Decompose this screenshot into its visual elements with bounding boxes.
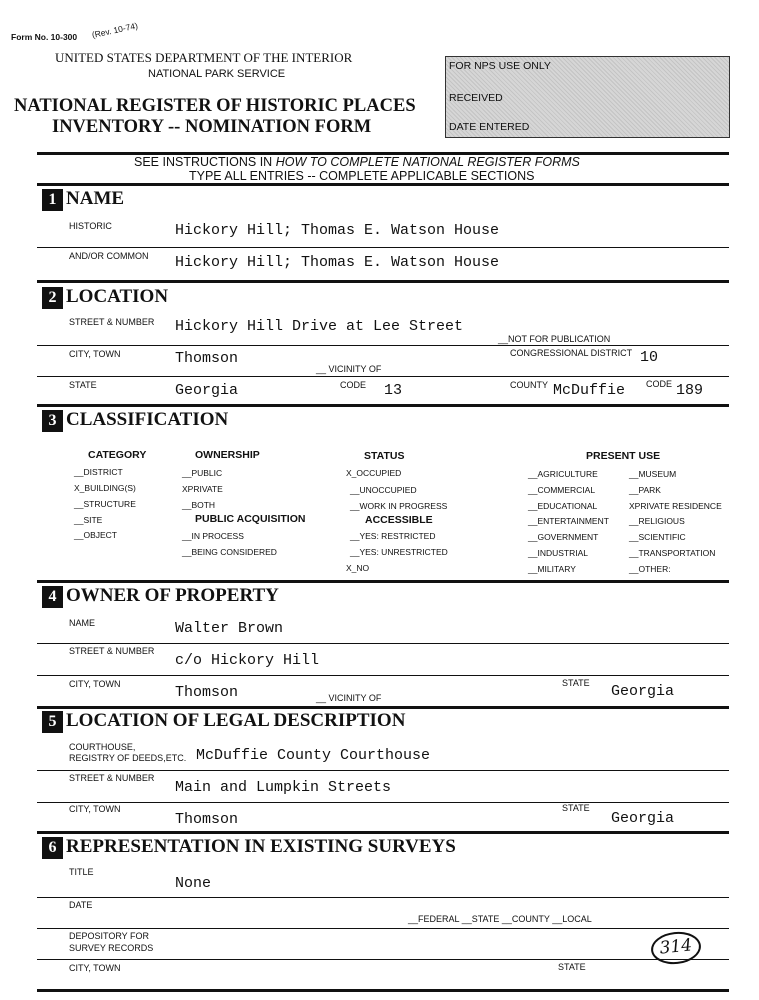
city-town-label: CITY, TOWN [69, 349, 121, 359]
owner-city-value: Thomson [175, 684, 239, 701]
section-owner-heading: 4 OWNER OF PROPERTY [42, 585, 279, 608]
use-military: __MILITARY [528, 564, 576, 574]
county-code-label: CODE [646, 379, 673, 389]
use-industrial: __INDUSTRIAL [528, 548, 588, 558]
category-buildings: X_BUILDING(S) [74, 483, 136, 493]
legal-state-value: Georgia [611, 810, 675, 827]
divider [37, 706, 729, 709]
historic-name-value: Hickory Hill; Thomas E. Watson House [175, 222, 500, 239]
category-object: __OBJECT [74, 530, 117, 540]
use-museum: __MUSEUM [629, 469, 677, 479]
ownership-both: __BOTH [182, 500, 216, 510]
section-legal-heading: 5 LOCATION OF LEGAL DESCRIPTION [42, 710, 405, 733]
section-number: 5 [42, 711, 63, 733]
vicinity-label: __ VICINITY OF [316, 364, 382, 374]
section-name-heading: 1 NAME [42, 188, 124, 211]
owner-name-value: Walter Brown [175, 620, 284, 637]
divider [37, 802, 729, 803]
nps-box-heading: FOR NPS USE ONLY [449, 60, 551, 72]
acquisition-being-considered: __BEING CONSIDERED [182, 547, 277, 557]
section-location-heading: 2 LOCATION [42, 286, 168, 309]
survey-title-value: None [175, 875, 212, 892]
form-title-line2: INVENTORY -- NOMINATION FORM [52, 117, 372, 137]
use-entertainment: __ENTERTAINMENT [528, 516, 609, 526]
public-acquisition-heading: PUBLIC ACQUISITION [195, 513, 306, 525]
divider [37, 247, 729, 248]
use-park: __PARK [629, 485, 661, 495]
status-heading: STATUS [364, 450, 405, 462]
state-value: Georgia [175, 382, 239, 399]
use-religious: __RELIGIOUS [629, 516, 685, 526]
accessible-no: X_NO [346, 563, 370, 573]
category-district: __DISTRICT [74, 467, 123, 477]
category-site: __SITE [74, 515, 103, 525]
category-structure: __STRUCTURE [74, 499, 136, 509]
department-name: UNITED STATES DEPARTMENT OF THE INTERIOR [55, 50, 353, 65]
section-number: 4 [42, 586, 63, 608]
form-title-line1: NATIONAL REGISTER OF HISTORIC PLACES [14, 96, 416, 116]
congressional-district-value: 10 [640, 349, 659, 366]
divider [37, 280, 729, 283]
section-surveys-heading: 6 REPRESENTATION IN EXISTING SURVEYS [42, 836, 456, 859]
revision-note: (Rev. 10-74) [90, 20, 139, 40]
common-name-label: AND/OR COMMON [69, 251, 149, 261]
state-code-value: 13 [384, 382, 403, 399]
section-number: 1 [42, 189, 63, 211]
status-unoccupied: __UNOCCUPIED [350, 485, 417, 495]
city-value: Thomson [175, 350, 239, 367]
divider [37, 928, 729, 929]
street-value: Hickory Hill Drive at Lee Street [175, 318, 464, 335]
accessible-yes-restricted: __YES: RESTRICTED [350, 531, 436, 541]
owner-street-label: STREET & NUMBER [69, 646, 155, 656]
owner-name-label: NAME [69, 618, 96, 628]
county-label: COUNTY [510, 380, 548, 390]
section-classification-heading: 3 CLASSIFICATION [42, 409, 228, 432]
street-number-label: STREET & NUMBER [69, 317, 155, 327]
divider [37, 897, 729, 898]
instructions-line2: TYPE ALL ENTRIES -- COMPLETE APPLICABLE SECTIONS [189, 169, 535, 183]
owner-vicinity-label: __ VICINITY OF [316, 693, 382, 703]
survey-title-label: TITLE [69, 867, 94, 877]
nps-use-only-box [445, 56, 730, 138]
section-number: 3 [42, 410, 63, 432]
ownership-public: __PUBLIC [182, 468, 223, 478]
state-code-label: CODE [340, 380, 367, 390]
divider [37, 345, 729, 346]
ownership-private: XPRIVATE [182, 484, 223, 494]
use-scientific: __SCIENTIFIC [629, 532, 686, 542]
divider [37, 831, 729, 834]
use-private-residence: XPRIVATE RESIDENCE [629, 501, 722, 511]
divider [37, 675, 729, 676]
owner-city-label: CITY, TOWN [69, 679, 121, 689]
accessible-heading: ACCESSIBLE [365, 514, 433, 526]
status-occupied: X_OCCUPIED [346, 468, 402, 478]
courthouse-value: McDuffie County Courthouse [196, 747, 431, 764]
congressional-district-label: CONGRESSIONAL DISTRICT [510, 348, 633, 358]
section-number: 2 [42, 287, 63, 309]
section-number: 6 [42, 837, 63, 859]
legal-state-label: STATE [562, 803, 590, 813]
divider [37, 404, 729, 407]
divider [37, 989, 729, 992]
ownership-heading: OWNERSHIP [195, 449, 260, 461]
use-other: __OTHER: [629, 564, 671, 574]
state-label: STATE [69, 380, 97, 390]
nps-date-entered-label: DATE ENTERED [449, 121, 530, 133]
depository-label-line2: SURVEY RECORDS [69, 943, 154, 953]
historic-label: HISTORIC [69, 221, 112, 231]
status-work-in-progress: __WORK IN PROGRESS [350, 501, 448, 511]
divider [37, 770, 729, 771]
use-government: __GOVERNMENT [528, 532, 599, 542]
divider [37, 580, 729, 583]
category-heading: CATEGORY [88, 449, 147, 461]
present-use-heading: PRESENT USE [586, 450, 661, 462]
service-name: NATIONAL PARK SERVICE [148, 68, 286, 80]
instructions-line1: SEE INSTRUCTIONS IN HOW TO COMPLETE NATIONAL REGISTER FORMS [134, 155, 580, 169]
depository-label-line1: DEPOSITORY FOR [69, 931, 150, 941]
legal-street-label: STREET & NUMBER [69, 773, 155, 783]
nps-received-label: RECEIVED [449, 92, 503, 104]
legal-city-value: Thomson [175, 811, 239, 828]
page-number-stamp: 314 [649, 929, 702, 966]
common-name-value: Hickory Hill; Thomas E. Watson House [175, 254, 500, 271]
use-transportation: __TRANSPORTATION [629, 548, 716, 558]
divider [37, 643, 729, 644]
divider [37, 959, 729, 960]
survey-city-label: CITY, TOWN [69, 963, 121, 973]
registry-label: REGISTRY OF DEEDS,ETC. [69, 753, 187, 763]
accessible-yes-unrestricted: __YES: UNRESTRICTED [350, 547, 448, 557]
divider [37, 376, 729, 377]
not-for-publication-label: __NOT FOR PUBLICATION [498, 334, 611, 344]
legal-street-value: Main and Lumpkin Streets [175, 779, 392, 796]
county-value: McDuffie [553, 382, 626, 399]
owner-state-label: STATE [562, 678, 590, 688]
acquisition-in-process: __IN PROCESS [182, 531, 244, 541]
courthouse-label: COURTHOUSE, [69, 742, 136, 752]
use-agriculture: __AGRICULTURE [528, 469, 598, 479]
use-educational: __EDUCATIONAL [528, 501, 598, 511]
county-code-value: 189 [676, 382, 704, 399]
divider [37, 183, 729, 186]
survey-state-label: STATE [558, 962, 586, 972]
legal-city-label: CITY, TOWN [69, 804, 121, 814]
survey-date-label: DATE [69, 900, 93, 910]
survey-levels: __FEDERAL __STATE __COUNTY __LOCAL [408, 914, 592, 924]
owner-street-value: c/o Hickory Hill [175, 652, 320, 669]
use-commercial: __COMMERCIAL [528, 485, 596, 495]
owner-state-value: Georgia [611, 683, 675, 700]
form-number: Form No. 10-300 [11, 32, 78, 42]
